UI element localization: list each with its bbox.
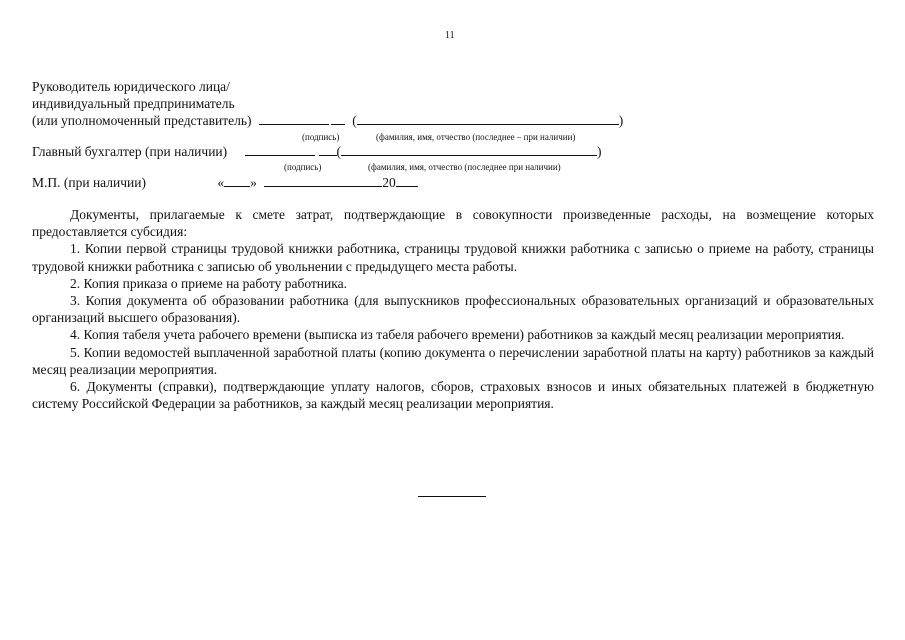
accountant-name-field: [341, 143, 597, 156]
accountant-label: Главный бухгалтер (при наличии): [32, 144, 228, 159]
head-title-line1: Руководитель юридического лица/: [32, 79, 230, 94]
document-item-1: 1. Копии первой страницы трудовой книжки работника, страницы трудовой книжки работника с записью о приеме на работу, страницы трудовой книжки работника с записью об увольнении с предыдущего места работы.: [32, 241, 874, 274]
page-number: 11: [445, 30, 455, 41]
head-name-caption: (фамилия, имя, отчество (последнее – при наличии): [376, 132, 576, 142]
date-year-field: [396, 174, 418, 187]
document-item-6: 6. Документы (справки), подтверждающие уплату налогов, сборов, страховых взносов и иных обязательных платежей в бюджетную систему Российской Федерации за работников, за каждый месяц реализации мероприятия.: [32, 379, 874, 412]
head-signature-field: [259, 112, 329, 125]
documents-list: [32, 206, 874, 412]
accountant-signature-field-tail: [319, 143, 337, 156]
head-signature-caption: (подпись): [302, 132, 340, 142]
date-year-prefix: 20: [382, 175, 396, 190]
head-title-line2: индивидуальный предприниматель: [32, 96, 235, 111]
document-item-4: 4. Копия табеля учета рабочего времени (выписка из табеля рабочего времени) работников за каждый месяц реализации мероприятия.: [70, 327, 845, 343]
accountant-signature-row: Главный бухгалтер (при наличии) ( ): [32, 144, 602, 159]
end-of-document-rule: [418, 496, 486, 497]
head-title-line3: (или уполномоченный представитель): [32, 113, 252, 128]
document-item-5: 5. Копии ведомостей выплаченной заработной платы (копию документа о перечислении заработной платы на карту) работников за каждый месяц реализации мероприятия.: [32, 344, 874, 377]
documents-intro: Документы, прилагаемые к смете затрат, подтверждающие в совокупности произведенные расходы, на возмещение которых предоставляется субсидия:: [32, 207, 874, 240]
head-name-field: [357, 112, 619, 125]
head-signature-field-tail: [331, 112, 345, 125]
date-month-field: [264, 174, 382, 187]
accountant-signature-field: [245, 143, 315, 156]
accountant-name-caption: (фамилия, имя, отчество (последнее при наличии): [368, 162, 561, 172]
stamp-date-row: [32, 174, 418, 191]
accountant-signature-caption: (подпись): [284, 162, 322, 172]
date-open-quote: «: [217, 175, 225, 190]
head-signature-row: (или уполномоченный представитель) ( ): [32, 113, 624, 128]
stamp-label: М.П. (при наличии): [32, 175, 146, 190]
date-close-quote: »: [250, 175, 257, 190]
date-day-field: [224, 174, 250, 187]
document-item-3: 3. Копия документа об образовании работника (для выпускников профессиональных образовательных организаций и образовательных организаций высшего образования).: [32, 293, 874, 326]
document-item-2: 2. Копия приказа о приеме на работу работника.: [70, 275, 347, 291]
